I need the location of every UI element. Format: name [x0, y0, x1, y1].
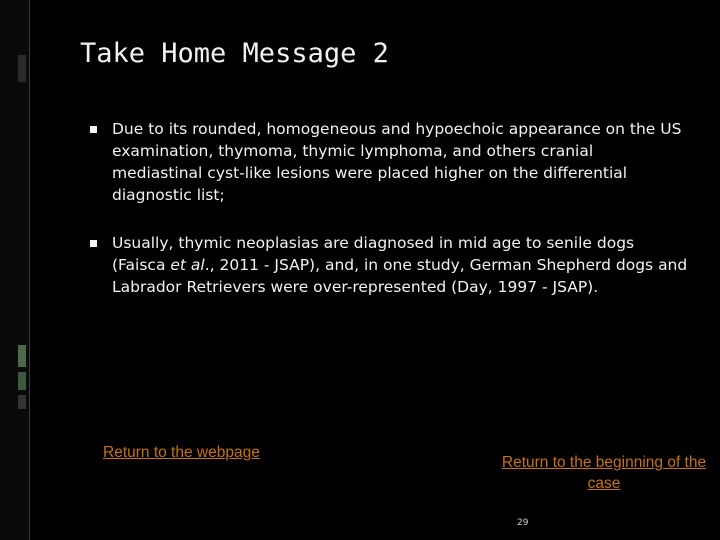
square-bullet-icon	[90, 126, 97, 133]
bullet-text-start: Usually, thymic neoplasias are diagnosed in mid age to senile dogs (Faisca	[112, 234, 635, 274]
decor-block	[18, 372, 26, 390]
slide-title: Take Home Message 2	[80, 38, 389, 69]
return-to-beginning-link[interactable]: Return to the beginning of the case	[501, 454, 707, 492]
bullet-text-italic: et al	[170, 256, 205, 274]
bullet-list	[88, 118, 688, 324]
square-bullet-icon	[90, 240, 97, 247]
left-edge-line	[29, 0, 30, 540]
return-to-webpage-link[interactable]: Return to the webpage	[103, 444, 260, 461]
page-number: 29	[517, 518, 529, 528]
bullet-item	[88, 232, 688, 298]
decor-block	[18, 55, 26, 82]
decor-block	[18, 395, 26, 409]
decor-block	[18, 345, 26, 367]
bullet-text: Due to its rounded, homogeneous and hypoechoic appearance on the US examination, thymoma, thymic lymphoma, and others cranial mediastinal cyst-like lesions were placed higher on the differential diagnostic list;	[112, 120, 682, 204]
bullet-text-end: ., 2011 - JSAP), and, in one study, German Shepherd dogs and Labrador Retrievers were over-represented (Day, 1997 - JSAP).	[112, 256, 688, 296]
bullet-item	[88, 118, 688, 206]
